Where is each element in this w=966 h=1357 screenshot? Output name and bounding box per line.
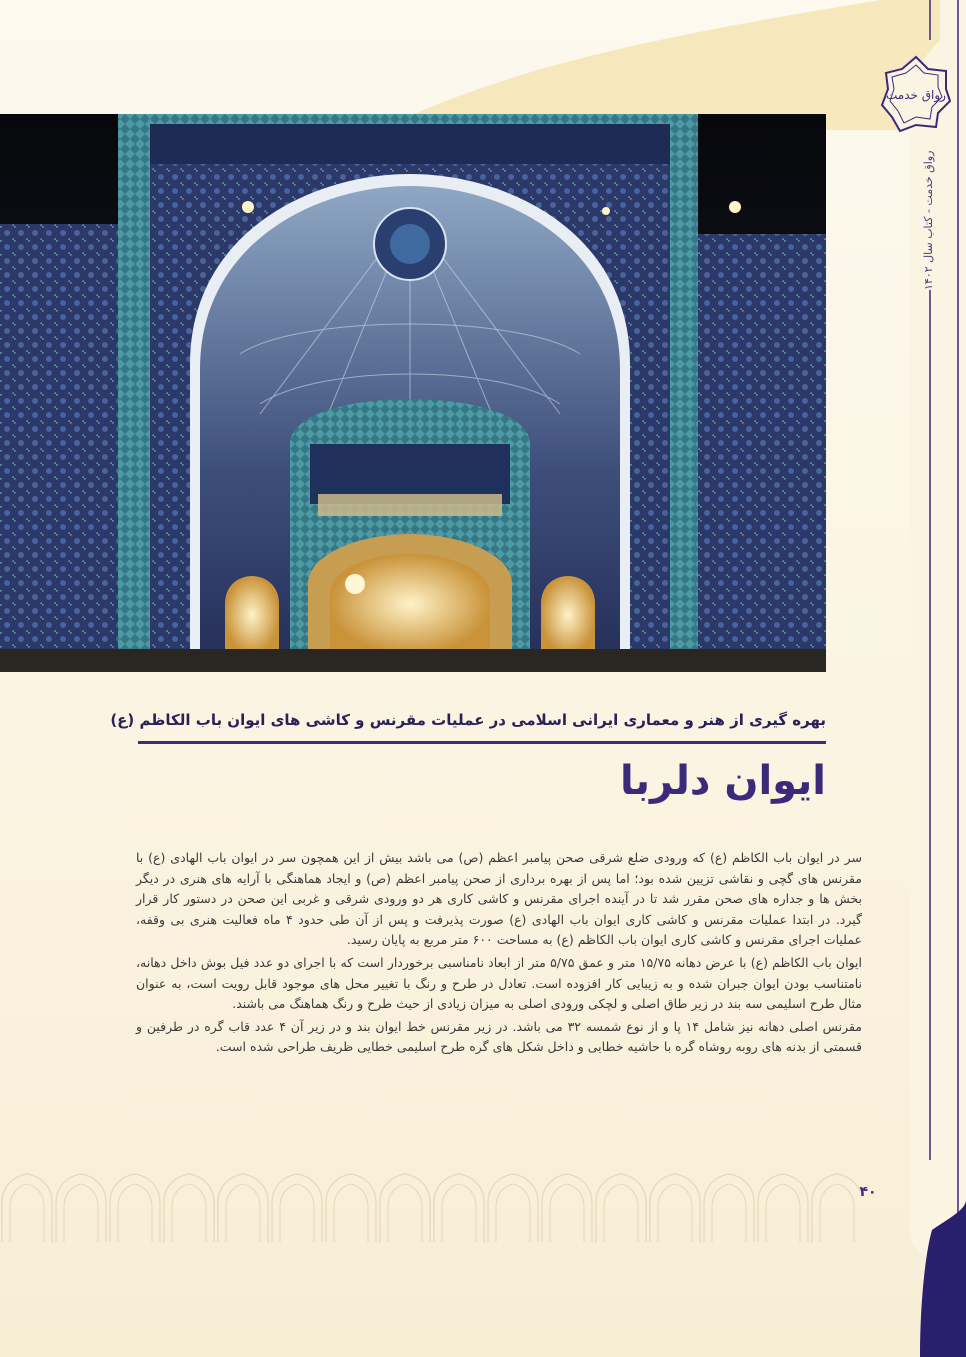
subtitle-bar — [110, 705, 826, 744]
shrine-iwan-photo — [0, 114, 826, 672]
page-number: ۴۰ — [859, 1184, 877, 1200]
paragraph: مقرنس اصلی دهانه نیز شامل ۱۴ پا و از نوع شمسه ۳۲ می باشد. در زیر مقرنس خط ایوان بند و در زیر آن ۴ عدد قاب گره در طرفین و قسمتی از بدنه های روبه روشاه گره با حاشیه خطایی و داخل شکل های گره طرح اسلیمی خطایی ظریف طراحی شده است. — [136, 1018, 862, 1055]
paragraph: سر در ایوان باب الکاظم (ع) که ورودی ضلع شرقی صحن پیامبر اعظم (ص) می باشد بیش از این همچون سر در ایوان باب الهادی (ع) با مقرنس های گچی و نقاشی تزیین شده بود؛ اما پس از بهره برداری از صحن پیامبر اعظم (ص) و ایجاد هماهنگی با آرایه های هنری در دیگر بخش ها و جداره های صحن مقرر شد تا در آینده اجرای مقرنس و کاشی کاری هر دو ورودی شرقی و غربی این صحن در دستور کار قرار گیرد. در ابتدا عملیات مقرنس و کاشی کاری ایوان باب الهادی (ع) صورت پذیرفت و پس از آن طی حدود ۴ ماه فعالیت هنری بی وقفه، عملیات اجرای مقرنس و کاشی کاری ایوان باب الکاظم (ع) به مساحت ۶۰۰ متر مربع به پایان رسید. — [136, 850, 862, 948]
subtitle: بهره گیری از هنر و معماری ایرانی اسلامی در عملیات مقرنس و کاشی های ایوان باب الکاظم (ع) — [110, 711, 826, 729]
iwan-photo — [0, 114, 826, 672]
paragraph: ایوان باب الکاظم (ع) با عرض دهانه ۱۵/۷۵ متر و عمق ۵/۷۵ متر از ابعاد نامناسبی برخوردار است که با اجرای دو عدد فیل بوش داخل دهانه، نامتناسب بودن ایوان جبران شده و به زیبایی کار افزوده است. تعادل در طرح و رنگ با تغییر محل های موجود قابل رویت است، به عنوان مثال طرح اسلیمی سه بند در زیر طاق اصلی و لچکی ورودی اصلی به میزان زیادی از حیث طرح و رنگ هماهنگ می باشند. — [136, 954, 862, 1012]
logo — [880, 55, 952, 133]
logo-text: رواق خدمت — [886, 88, 946, 102]
body-text — [136, 848, 862, 1060]
page-title: ایوان دلربا — [619, 758, 826, 804]
vertical-caption: رواق خدمت - کتاب سال ۱۴۰۲ — [922, 150, 935, 290]
top-decorative-swoosh — [0, 0, 966, 130]
bottom-pattern-band — [0, 1172, 860, 1242]
